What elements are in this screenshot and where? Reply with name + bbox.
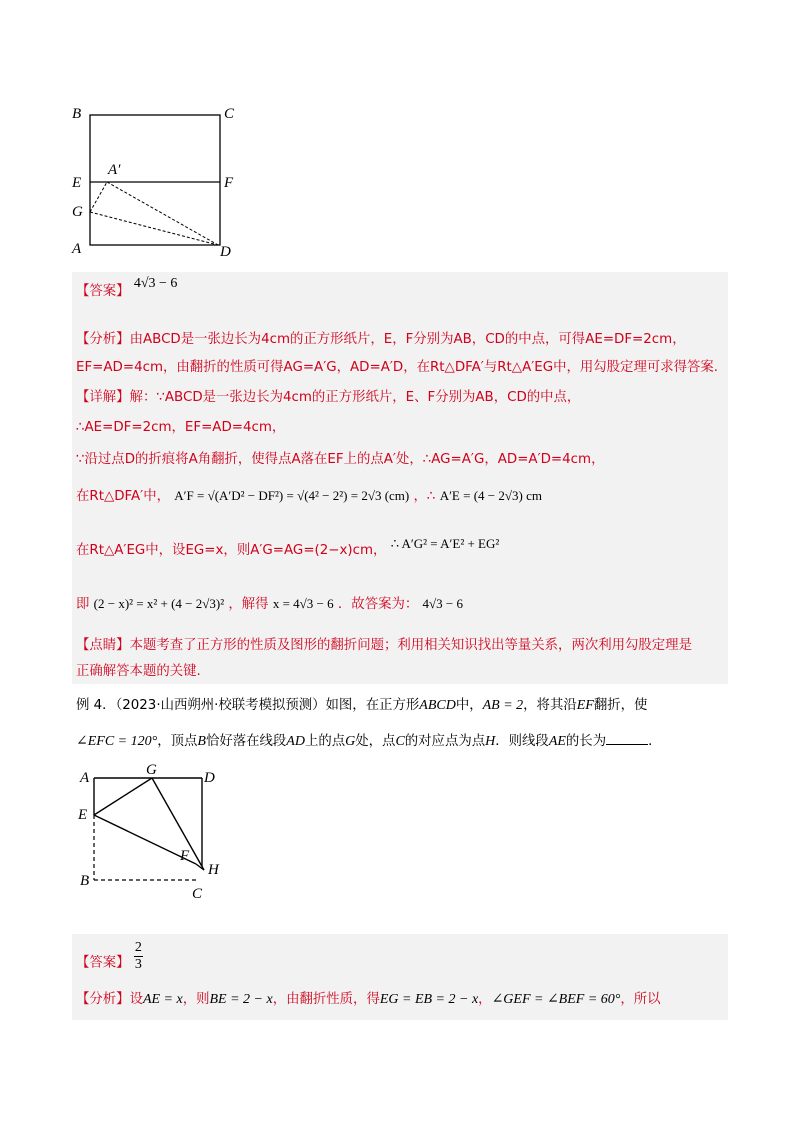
label-e: E: [78, 807, 88, 823]
ex3-analysis-line-1: [76, 330, 686, 350]
formula-a-prime-e: A′E = (4 − 2√3) cm: [439, 488, 542, 503]
comment-text-1: 本题考查了正方形的性质及图形的翻折问题；利用相关知识找出等量关系，两次利用勾股定理是: [129, 638, 692, 653]
label-a-prime: A′: [108, 162, 121, 178]
ex4-a-t3: ，由翻折性质，得: [272, 992, 380, 1007]
ex4-a-m3: EG = EB = 2 − x: [379, 992, 479, 1007]
detail-text-6b: ，解得: [228, 597, 269, 612]
formula-equation: (2 − x)² = x² + (4 − 2√3)²: [93, 596, 225, 611]
ex4-t6: 恰好落在线段: [205, 734, 287, 749]
detail-sep-4: ，∴: [413, 489, 436, 504]
ex4-analysis-tag: 【分析】: [76, 992, 130, 1007]
ex3-analysis-line-2: [76, 358, 718, 378]
ex4-a-m2: BE = 2 − x: [209, 992, 273, 1007]
figure-square-fold-1: [68, 100, 248, 260]
fold-line-gd: [90, 212, 218, 245]
ex4-t2: 中，: [455, 698, 483, 713]
answer-value: 4√3 − 6: [133, 276, 178, 291]
detail-text-6c: ．故答案为：: [337, 597, 419, 612]
answer-blank: [606, 730, 648, 745]
ex4-t5: ，顶点: [157, 734, 198, 749]
ex4-t9: 的对应点为点: [404, 734, 486, 749]
fold-line-g-a-prime: [90, 182, 107, 212]
ex4-t4: 翻折，使: [593, 698, 648, 713]
square-abcd: [90, 115, 220, 245]
ex4-answer-tag: 【答案】: [76, 955, 130, 971]
ex4-ad: AD: [286, 734, 305, 749]
label-f: F: [180, 848, 190, 864]
ex4-a-t4: ，: [478, 992, 492, 1007]
label-a: A: [80, 770, 90, 786]
formula-solution: x = 4√3 − 6: [272, 596, 334, 611]
comment-text-2: 正确解答本题的关键.: [76, 664, 201, 679]
detail-text-5: 在Rt△A′EG中，设EG=x，则A′G=AG=(2−x)cm，: [76, 543, 387, 558]
label-g: G: [72, 204, 83, 220]
ex4-question-line-1: [76, 696, 647, 716]
ex4-b: B: [197, 734, 206, 749]
analysis-tag: 【分析】: [76, 332, 130, 347]
ex4-abcd: ABCD: [419, 698, 456, 713]
ex4-t3: ，将其沿: [523, 698, 577, 713]
ex3-detail-line-6: [76, 594, 463, 615]
ex4-angle: ∠EFC = 120°: [76, 734, 158, 749]
label-b: B: [80, 873, 90, 889]
ex4-a-t2: ，则: [182, 992, 210, 1007]
analysis-text-2: EF=AD=4cm，由翻折的性质可得AG=A′G，AD=A′D，在Rt△DFA′与Rt△A′EG中，用勾股定理可求得答案.: [76, 360, 719, 375]
detail-text-2: ∴AE=DF=2cm，EF=AD=4cm，: [76, 420, 286, 435]
ex3-comment-line-2: [76, 662, 201, 682]
ex3-detail-line-2: [76, 418, 285, 438]
comment-tag: 【点睛】: [76, 638, 130, 653]
label-d: D: [220, 244, 231, 260]
label-c: C: [192, 886, 203, 902]
ex3-detail-line-4: [76, 486, 542, 507]
ex4-ae: AE: [548, 734, 566, 749]
detail-text-1: 解：∵ABCD是一张边长为4cm的正方形纸片，E、F分别为AB，CD的中点，: [129, 390, 581, 405]
fold-line-a-prime-d: [107, 182, 218, 245]
ex4-h: H: [485, 734, 496, 749]
label-h: H: [208, 862, 219, 878]
ex4-a-t1: 设: [129, 992, 143, 1007]
ex4-t11: 的长为: [565, 734, 607, 749]
label-b: B: [72, 106, 82, 122]
label-e: E: [72, 175, 82, 191]
detail-text-6a: 即: [76, 597, 90, 612]
edge-gh: [152, 778, 204, 870]
ex4-a-m1: AE = x: [142, 992, 183, 1007]
label-f: F: [224, 175, 234, 191]
ex4-a-t5: ，所以: [620, 992, 661, 1007]
fraction-numerator: 2: [134, 940, 142, 955]
label-g: G: [146, 762, 157, 778]
fraction-denominator: 3: [134, 957, 142, 972]
answer-tag: 【答案】: [76, 284, 130, 299]
detail-text-3: ∵沿过点D的折痕将A角翻折，使得点A落在EF上的点A′处，∴AG=A′G，AD=A′D=4cm，: [76, 452, 605, 467]
ex4-ef: EF: [576, 698, 594, 713]
ex3-detail-line-3: [76, 450, 604, 470]
ex4-a-m4: ∠GEF = ∠BEF = 60°: [491, 992, 621, 1007]
ex3-detail-line-5: [76, 536, 500, 561]
formula-a-prime-f: A′F = √(A′D² − DF²) = √(4² − 2²) = 2√3 (cm): [174, 488, 410, 503]
detail-tag: 【详解】: [76, 390, 130, 405]
ex4-analysis-line: [76, 990, 661, 1010]
edge-eg: [94, 778, 152, 815]
ex4-t12: ．: [648, 734, 662, 749]
ex4-t8: 处，点: [355, 734, 396, 749]
ex3-comment-line-1: [76, 636, 692, 656]
ex4-g: G: [345, 734, 356, 749]
ex3-detail-line-1: [76, 388, 580, 408]
ex4-ab2: AB = 2: [482, 698, 524, 713]
figure-square-fold-2: [74, 760, 244, 905]
formula-pythagoras: ∴ A′G² = A′E² + EG²: [390, 536, 500, 551]
analysis-text-1: 由ABCD是一张边长为4cm的正方形纸片，E，F分别为AB，CD的中点，可得AE=DF=2cm，: [129, 332, 686, 347]
ex4-question-line-2: [76, 730, 661, 752]
detail-text-4: 在Rt△DFA′中，: [76, 489, 171, 504]
ex4-heading: 例 4．（2023·山西朔州·校联考模拟预测）如图，在正方形: [76, 698, 420, 713]
label-c: C: [224, 106, 235, 122]
ex4-answer-line: [76, 940, 143, 979]
label-a: A: [72, 241, 82, 257]
ex4-t10: ．则线段: [495, 734, 549, 749]
ex4-c: C: [395, 734, 405, 749]
ex3-answer-line: [76, 276, 178, 302]
formula-final: 4√3 − 6: [422, 596, 463, 611]
label-d: D: [204, 770, 215, 786]
ex4-t7: 上的点: [304, 734, 346, 749]
ex4-answer-fraction: [134, 940, 143, 973]
